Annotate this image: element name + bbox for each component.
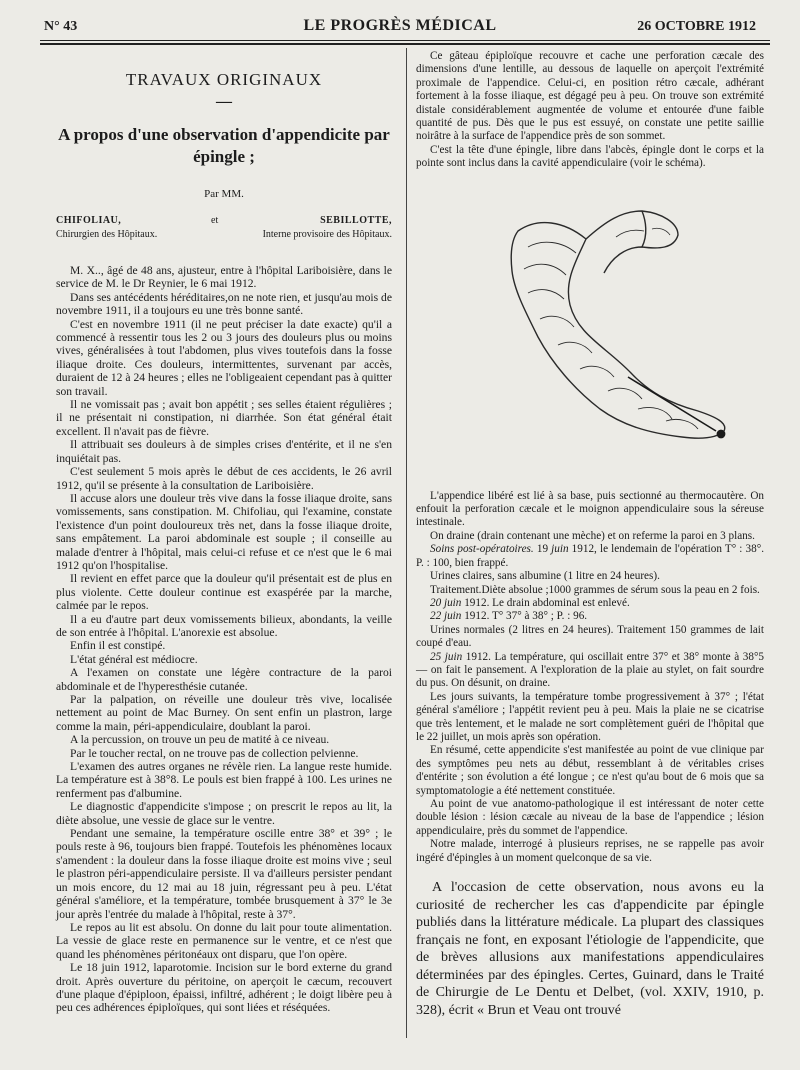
right-big-paragraph: A l'occasion de cette observation, nous avons eu la curiosité de rechercher les cas d'appendicite par épingle publiés dans la littérature médicale. La plupart des classiques français ne font, en exposant l'étiologie de l'appendicite, que de brèves allusions aux manifestations appendiculaires déterminées par des épingles. Certes, Guinard, dans le Traité de Chirurgie de Le Dentu et Delbet, (vol. XXIV, 1910, p. 328), écrit « Brun et Veau ont trouvé	[416, 880, 764, 1018]
paragraph: C'est en novembre 1911 (il ne peut préciser la date exacte) qu'il a commencé à ressentir tous les 2 ou 3 jours des douleurs plus ou moins vives, généralisées à tout l'abdomen, plus vives toutefois dans la fosse iliaque droite. Ces douleurs, intermittentes, survenant par accès, duraient de 12 à 24 heures ; elles ne l'obligeaient cependant pas à quitter son travail.	[56, 317, 392, 398]
paragraph: A la percussion, on trouve un peu de matité à ce niveau.	[70, 733, 330, 747]
left-body-text	[56, 264, 392, 1015]
right-column	[416, 50, 764, 1019]
paragraph: Par le toucher rectal, on ne trouve pas de collection pelvienne.	[70, 746, 359, 760]
june20-text: 1912. Le drain abdominal est enlevé.	[461, 596, 630, 609]
paragraph: M. X.., âgé de 48 ans, ajusteur, entre à l'hôpital Lariboisière, dans le service de M. le Dr Reynier, le 6 mai 1912.	[56, 264, 392, 291]
paragraph: En résumé, cette appendicite s'est manifestée au point de vue clinique par des symptômes peu nets au début, ressemblant à de véritables crises d'entérite ; son évolution a été longue ; ce n'est qu'au bout de 6 mois que sa symptomatologie a été nettement constituée.	[416, 744, 764, 797]
paragraph: Au point de vue anatomo-pathologique il est intéressant de noter cette double lésion : lésion cæcale au niveau de la base de l'appendice ; lésion appendiculaire, près du sommet de l'appendice.	[416, 798, 764, 837]
june25-paragraph	[416, 651, 764, 691]
paragraph: A l'examen on constate une légère contracture de la paroi abdominale et de l'hyperesthésie cutanée.	[56, 666, 392, 693]
paragraph: Le repos au lit est absolu. On donne du lait pour toute alimentation. La vessie de glace reste en permanence sur le ventre, et ce n'est que quand les phénomènes péritonéaux ont disparu, que l'on opère.	[56, 920, 392, 961]
paragraph: Urines normales (2 litres en 24 heures). Traitement 150 grammes de lait coupé d'eau.	[416, 623, 764, 650]
june25-text: 1912. La température, qui oscillait entre 37° et 38° monte à 38°5 — on fait le pansement. A l'exploration de la plaie au stylet, on fait sourdre du pus. On désunit, on draine.	[416, 650, 765, 690]
paragraph: Il a eu d'autre part deux vomissements bilieux, abondants, la veille de son entrée à l'hôpital. L'anorexie est absolue.	[56, 612, 392, 639]
soins-label: Soins post-opératoires.	[430, 543, 534, 556]
paragraph: Il revient en effet parce que la douleur qu'il présentait est de plus en plus violente. Cette douleur continue est exaspérée par la marche, calmée par le repos.	[56, 572, 392, 613]
june22-paragraph	[416, 610, 764, 623]
paragraph: Par la palpation, on réveille une douleur très vive, localisée nettement au point de Mac Burney. On sent enfin un plastron, large comme la main, péri-appendiculaire, doublant la paroi.	[56, 693, 392, 733]
author-1-role: Chirurgien des Hôpitaux.	[56, 229, 158, 240]
right-top-text	[416, 50, 764, 171]
author-1	[56, 214, 196, 242]
journal-title: LE PROGRÈS MÉDICAL	[303, 17, 497, 34]
soins-date-num: 19	[536, 543, 552, 556]
paragraph: Ce gâteau épiploïque recouvre et cache une perforation cæcale des dimensions d'une lentille, au dessous de laquelle on aperçoit l'extrémité proximale de l'appendice. Celui-ci, en position rétro cæcale, adhérant fortement à la fosse iliaque, est dégagé peu à peu. On trouve son extrémité distale considérablement augmentée de volume et entourée d'une faible quantité de pus. Dès que le pus est essuyé, on constate une petite saillie noirâtre à la surface de l'appendice près de son sommet.	[416, 50, 764, 143]
author-1-name: CHIFOLIAU,	[56, 215, 122, 226]
column-divider	[406, 48, 407, 1038]
paragraph: Le diagnostic d'appendicite s'impose ; on prescrit le repos au lit, la diète absolue, une vessie de glace sur le ventre.	[56, 800, 392, 827]
section-heading: TRAVAUX ORIGINAUX	[125, 70, 323, 89]
author-2	[233, 214, 392, 242]
june22-text: 1912. T° 37° à 38° ; P. : 96.	[461, 610, 588, 623]
paragraph: Urines claires, sans albumine (1 litre en 24 heures).	[430, 570, 660, 583]
issue-number: N° 43	[44, 19, 78, 34]
paragraph: L'examen des autres organes ne révèle rien. La langue reste humide. La température est à 38°8. Le pouls est bien frappé à 100. Les urines ne renferment pas d'albumine.	[56, 760, 392, 800]
paragraph: Traitement.Diète absolue ;1000 grammes de sérum sous la peau en 2 fois.	[430, 583, 760, 596]
article-title: A propos d'une observation d'appendicite par épingle ;	[58, 125, 390, 166]
paragraph: Pendant une semaine, la température oscille entre 38° et 39° ; le pouls reste à 96, toujours bien frappé. Toutefois les phénomènes locaux s'amendent : la douleur dans la fosse iliaque droite est moins vive ; seul le plastron péri-appendiculaire persiste. Il va d'ailleurs persister pendant un mois encore, du 12 mai au 18 juin, régressant peu à peu. L'état général s'améliore, et la température, tombée brusquement à 37° le 3e jour après l'entrée du malade à l'hôpital, reste à 37°.	[56, 827, 392, 921]
paragraph: Il ne vomissait pas ; avait bon appétit ; ses selles étaient régulières ; il ne présentait ni constipation, ni diarrhée. Son état général était excellent. Il n'avait pas de fièvre.	[56, 398, 392, 438]
paragraph: C'est seulement 5 mois après le début de ces accidents, le 26 avril 1912, qu'il se présente à la consultation de Lariboisière.	[56, 465, 392, 492]
june20-num: 20	[430, 596, 444, 609]
right-big-paragraph-wrap	[416, 879, 764, 1019]
right-mid-text	[416, 490, 764, 544]
authors-block	[56, 214, 392, 242]
june20-month: juin	[443, 596, 462, 609]
author-2-name: SEBILLOTTE,	[320, 215, 392, 226]
paragraph: Enfin il est constipé.	[70, 639, 166, 653]
june20-paragraph	[416, 597, 764, 610]
byline: Par MM.	[204, 188, 244, 200]
header-rule-thick	[40, 43, 770, 45]
soins-text: 1912, le lendemain de l'opération T° : 38°. P. : 100, bien frappé.	[416, 543, 764, 569]
author-2-role: Interne provisoire des Hôpitaux.	[262, 229, 392, 240]
paragraph: Les jours suivants, la température tombe progressivement à 37° ; l'état général s'améliore ; l'appétit revient peu à peu. Mais la plaie ne se cicatrise que très lentement, et le malade ne sort complètement guéri de l'hôpital que le 22 juillet, un mois après son opération.	[416, 690, 764, 743]
paragraph: Notre malade, interrogé à plusieurs reprises, ne se rappelle pas avoir ingéré d'épingles à un moment quelconque de sa vie.	[416, 838, 764, 864]
issue-date: 26 OCTOBRE 1912	[637, 19, 756, 34]
paragraph: Le 18 juin 1912, laparotomie. Incision sur le bord externe du grand droit. Après ouverture du péritoine, on aperçoit le cæcum, recouvert d'une plaque d'épiploon, épaissi, infiltré, adhérent ; le doigt libère peu à peu ces adhérences épiploïques, qui sont liées et réséquées.	[56, 961, 392, 1015]
soins-paragraph	[416, 543, 764, 570]
paragraph: C'est la tête d'une épingle, libre dans l'abcès, épingle dont le corps et la pointe sont inclus dans la cavité appendiculaire (voir le schéma).	[416, 143, 764, 170]
right-d22-text	[416, 624, 764, 651]
june22-month: juin	[443, 610, 462, 623]
header-rule	[40, 40, 770, 41]
left-column	[56, 64, 392, 1015]
section-dash: —	[216, 93, 232, 110]
june25-num: 25	[430, 650, 445, 663]
paragraph: L'état général est médiocre.	[70, 652, 198, 666]
author-conjunction: et	[211, 215, 219, 226]
soins-date-month: juin	[551, 543, 569, 556]
paragraph: Il accuse alors une douleur très vive dans la fosse iliaque droite, sans vomissements, sans constipation. M. Chifoliau, qui l'examine, constate l'existence d'un point douloureux très net, dans la fosse iliaque droite, sans empâtement. La paroi abdominale est souple ; il conseille au malade d'entrer à l'hôpital, mais celui-ci refuse et ce n'est que le 6 mai 1912 qu'on l'hospitalise.	[56, 491, 392, 572]
paragraph: Il attribuait ses douleurs à de simples crises d'entérite, et il ne s'en inquiétait pas.	[56, 438, 392, 465]
june25-month: juin	[444, 650, 463, 663]
right-bottom-text	[416, 691, 764, 865]
right-soins-text	[416, 570, 764, 597]
paragraph: Dans ses antécédents héréditaires,on ne note rien, et jusqu'au mois de novembre 1911, il a toujours eu une très bonne santé.	[56, 290, 392, 318]
appendix-pin-figure	[416, 177, 764, 477]
june22-num: 22	[430, 610, 444, 623]
paragraph: On draine (drain contenant une mèche) et on referme la paroi en 3 plans.	[430, 529, 755, 542]
paragraph: L'appendice libéré est lié à sa base, puis sectionné au thermocautère. On enfouit la perforation cæcale et le moignon appendiculaire sous la séreuse intestinale.	[416, 489, 764, 529]
